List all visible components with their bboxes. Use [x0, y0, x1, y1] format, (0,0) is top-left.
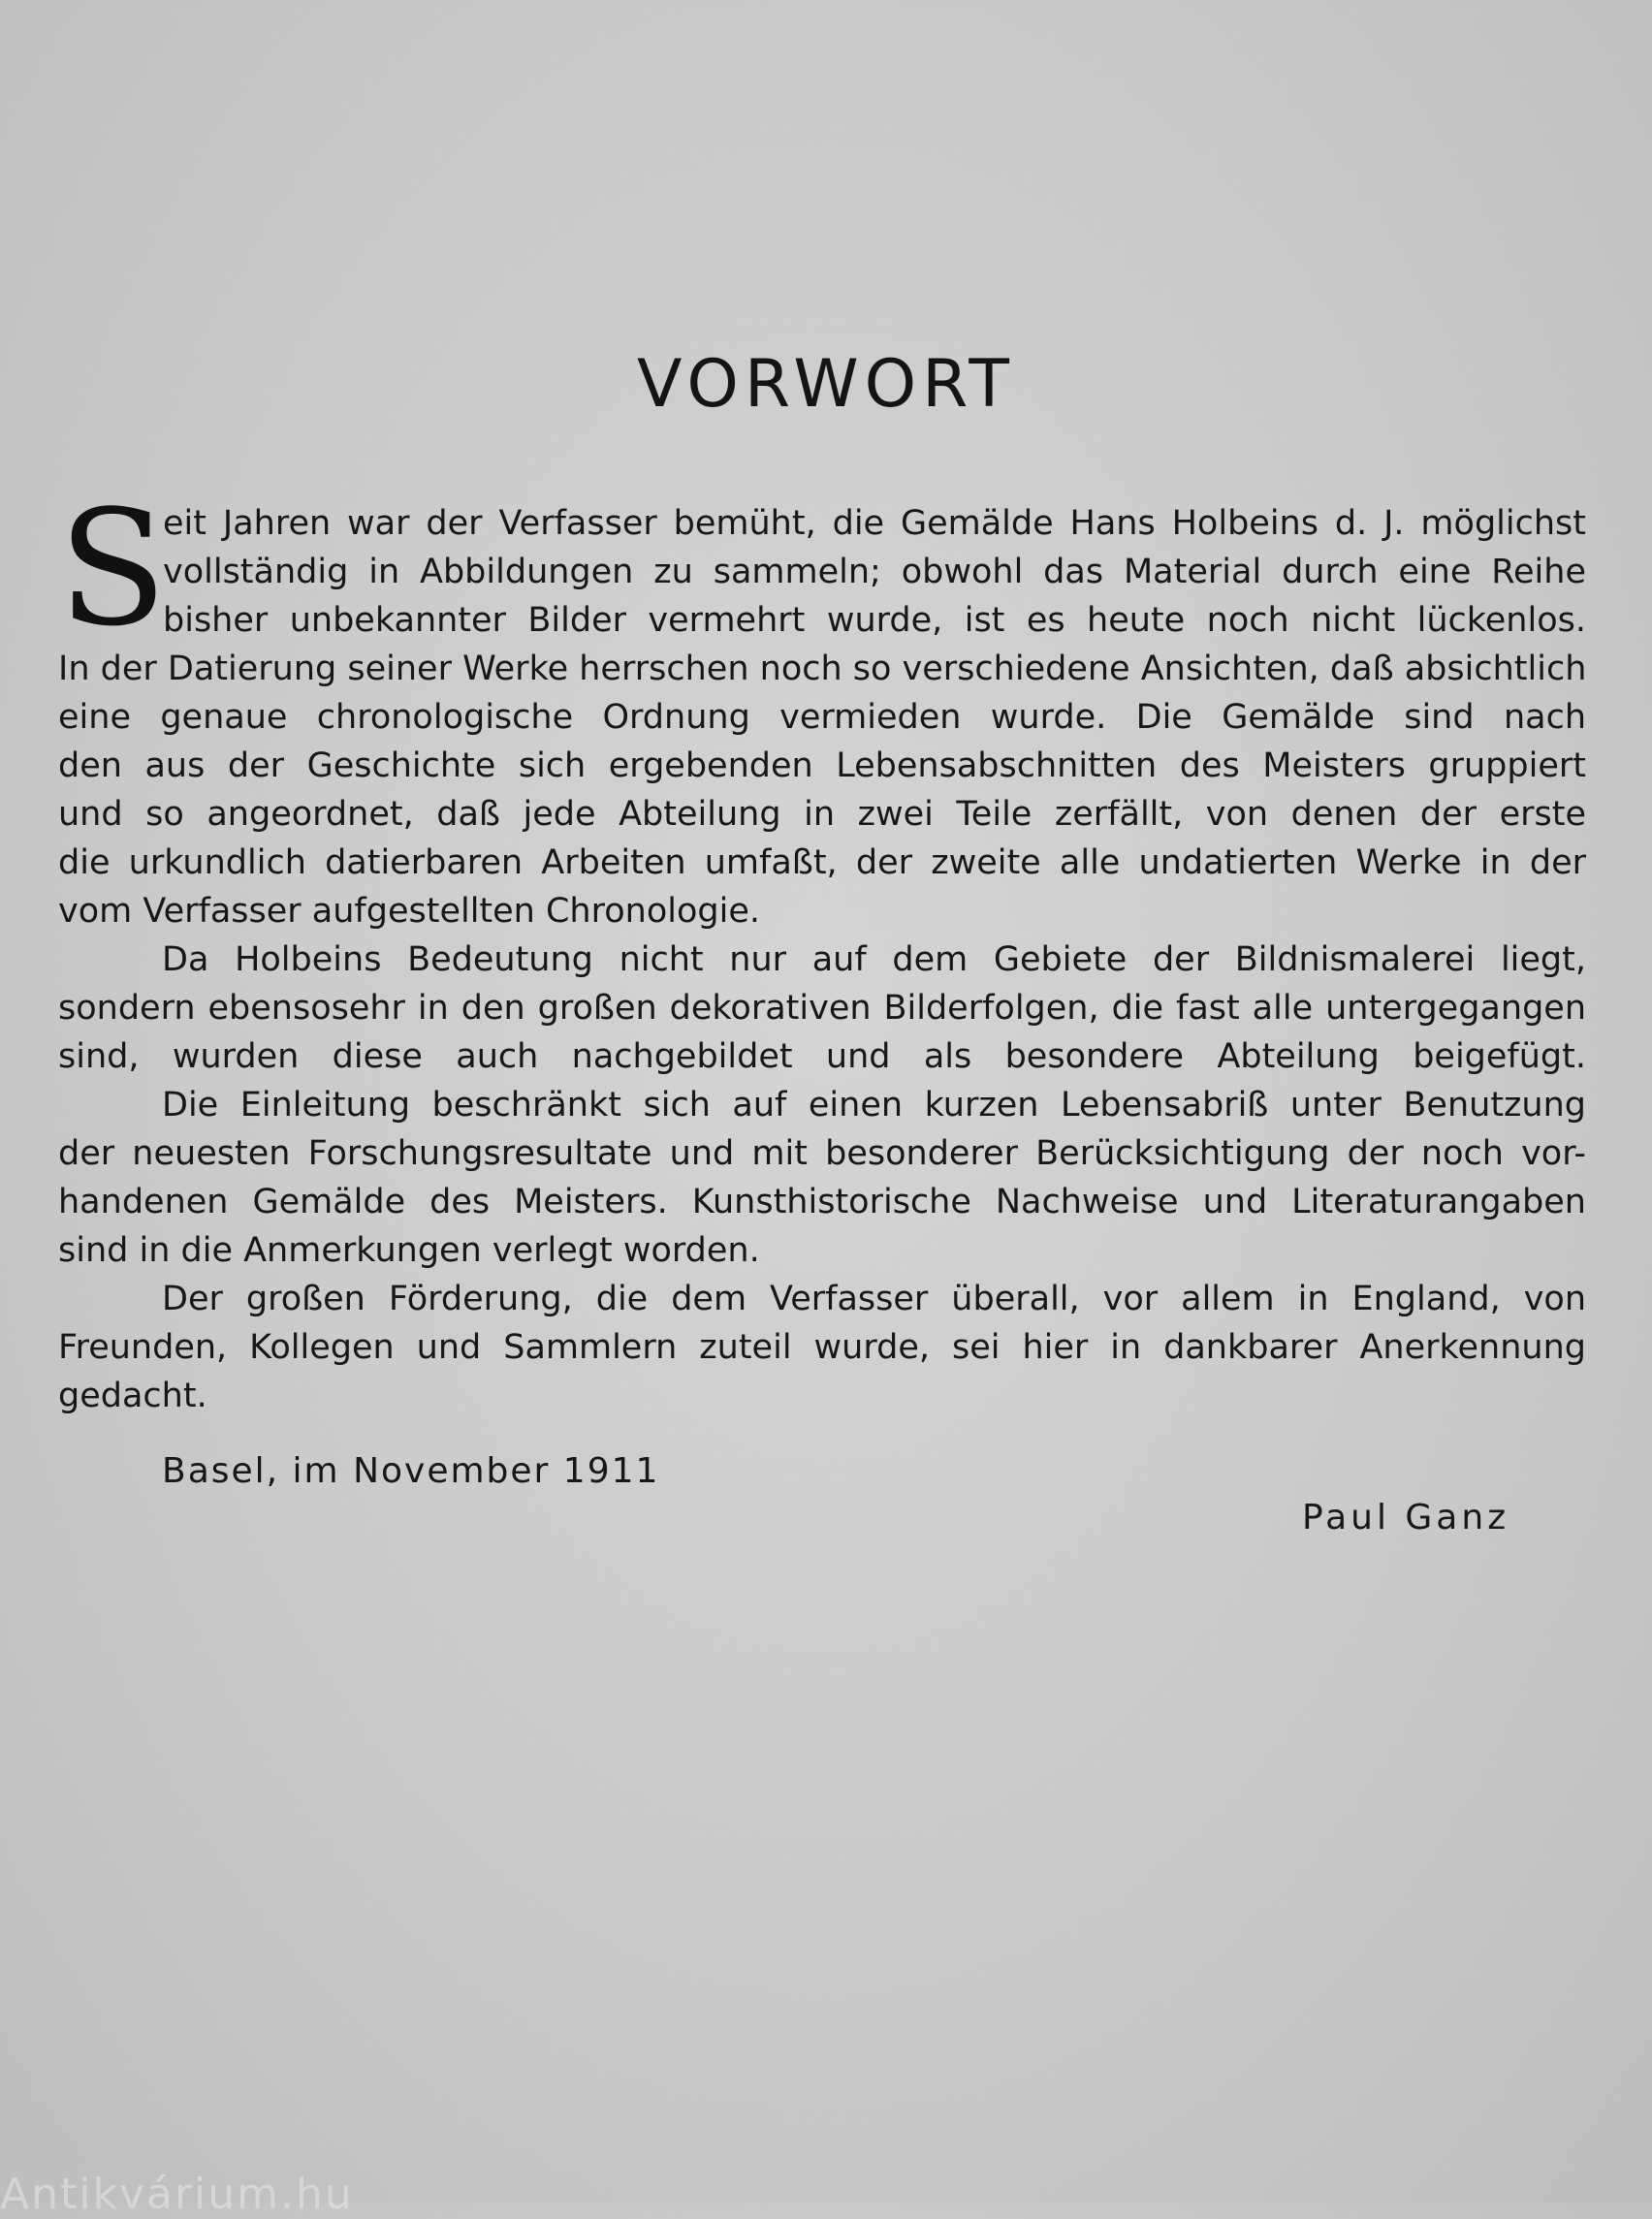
- text-line: vom Verfasser aufgestellten Chronologie.: [58, 892, 760, 931]
- page-title: VORWORT: [637, 346, 1015, 423]
- text-line: vollständig in Abbildungen zu sammeln; obwohl das Material durch eine Reihe: [163, 553, 1586, 591]
- text-line: sondern ebensosehr in den großen dekorativen Bilderfolgen, die fast alle untergegangen: [58, 989, 1586, 1028]
- text-line: sind, wurden diese auch nachgebildet und als besondere Abteilung beigefügt.: [58, 1037, 1586, 1076]
- text-line: handenen Gemälde des Meisters. Kunsthistorische Nachweise und Literaturangaben: [58, 1183, 1586, 1221]
- text-line: gedacht.: [58, 1377, 207, 1415]
- text-line: die urkundlich datierbaren Arbeiten umfaßt, der zweite alle undatierten Werke in der: [58, 843, 1586, 882]
- text-line: Freunden, Kollegen und Sammlern zuteil wurde, sei hier in dankbarer Anerkennung: [58, 1328, 1586, 1367]
- drop-cap: S: [58, 476, 168, 661]
- text-line: eit Jahren war der Verfasser bemüht, die Gemälde Hans Holbeins d. J. möglichst: [163, 504, 1586, 543]
- author-signature: Paul Ganz: [1302, 1498, 1510, 1537]
- watermark: Antikvárium.hu: [0, 2170, 354, 2219]
- text-line: Der großen Förderung, die dem Verfasser überall, vor allem in England, von: [162, 1280, 1586, 1318]
- text-line: der neuesten Forschungsresultate und mit besonderer Berücksichtigung der noch vor-: [58, 1134, 1586, 1173]
- text-line: den aus der Geschichte sich ergebenden Lebensabschnitten des Meisters gruppiert: [58, 746, 1586, 785]
- place-date: Basel, im November 1911: [162, 1451, 660, 1491]
- preface-body: [58, 499, 1586, 1420]
- text-line: bisher unbekannter Bilder vermehrt wurde, ist es heute noch nicht lückenlos.: [163, 601, 1586, 640]
- text-line: Da Holbeins Bedeutung nicht nur auf dem Gebiete der Bildnismalerei liegt,: [162, 940, 1586, 979]
- text-line: Die Einleitung beschränkt sich auf einen kurzen Lebensabriß unter Benutzung: [162, 1086, 1586, 1125]
- text-line: sind in die Anmerkungen verlegt worden.: [58, 1231, 760, 1270]
- text-line: In der Datierung seiner Werke herrschen noch so verschiedene Ansichten, daß absichtlich: [58, 650, 1587, 688]
- text-line: und so angeordnet, daß jede Abteilung in zwei Teile zerfällt, von denen der erste: [58, 795, 1586, 834]
- text-line: eine genaue chronologische Ordnung vermieden wurde. Die Gemälde sind nach: [58, 698, 1586, 737]
